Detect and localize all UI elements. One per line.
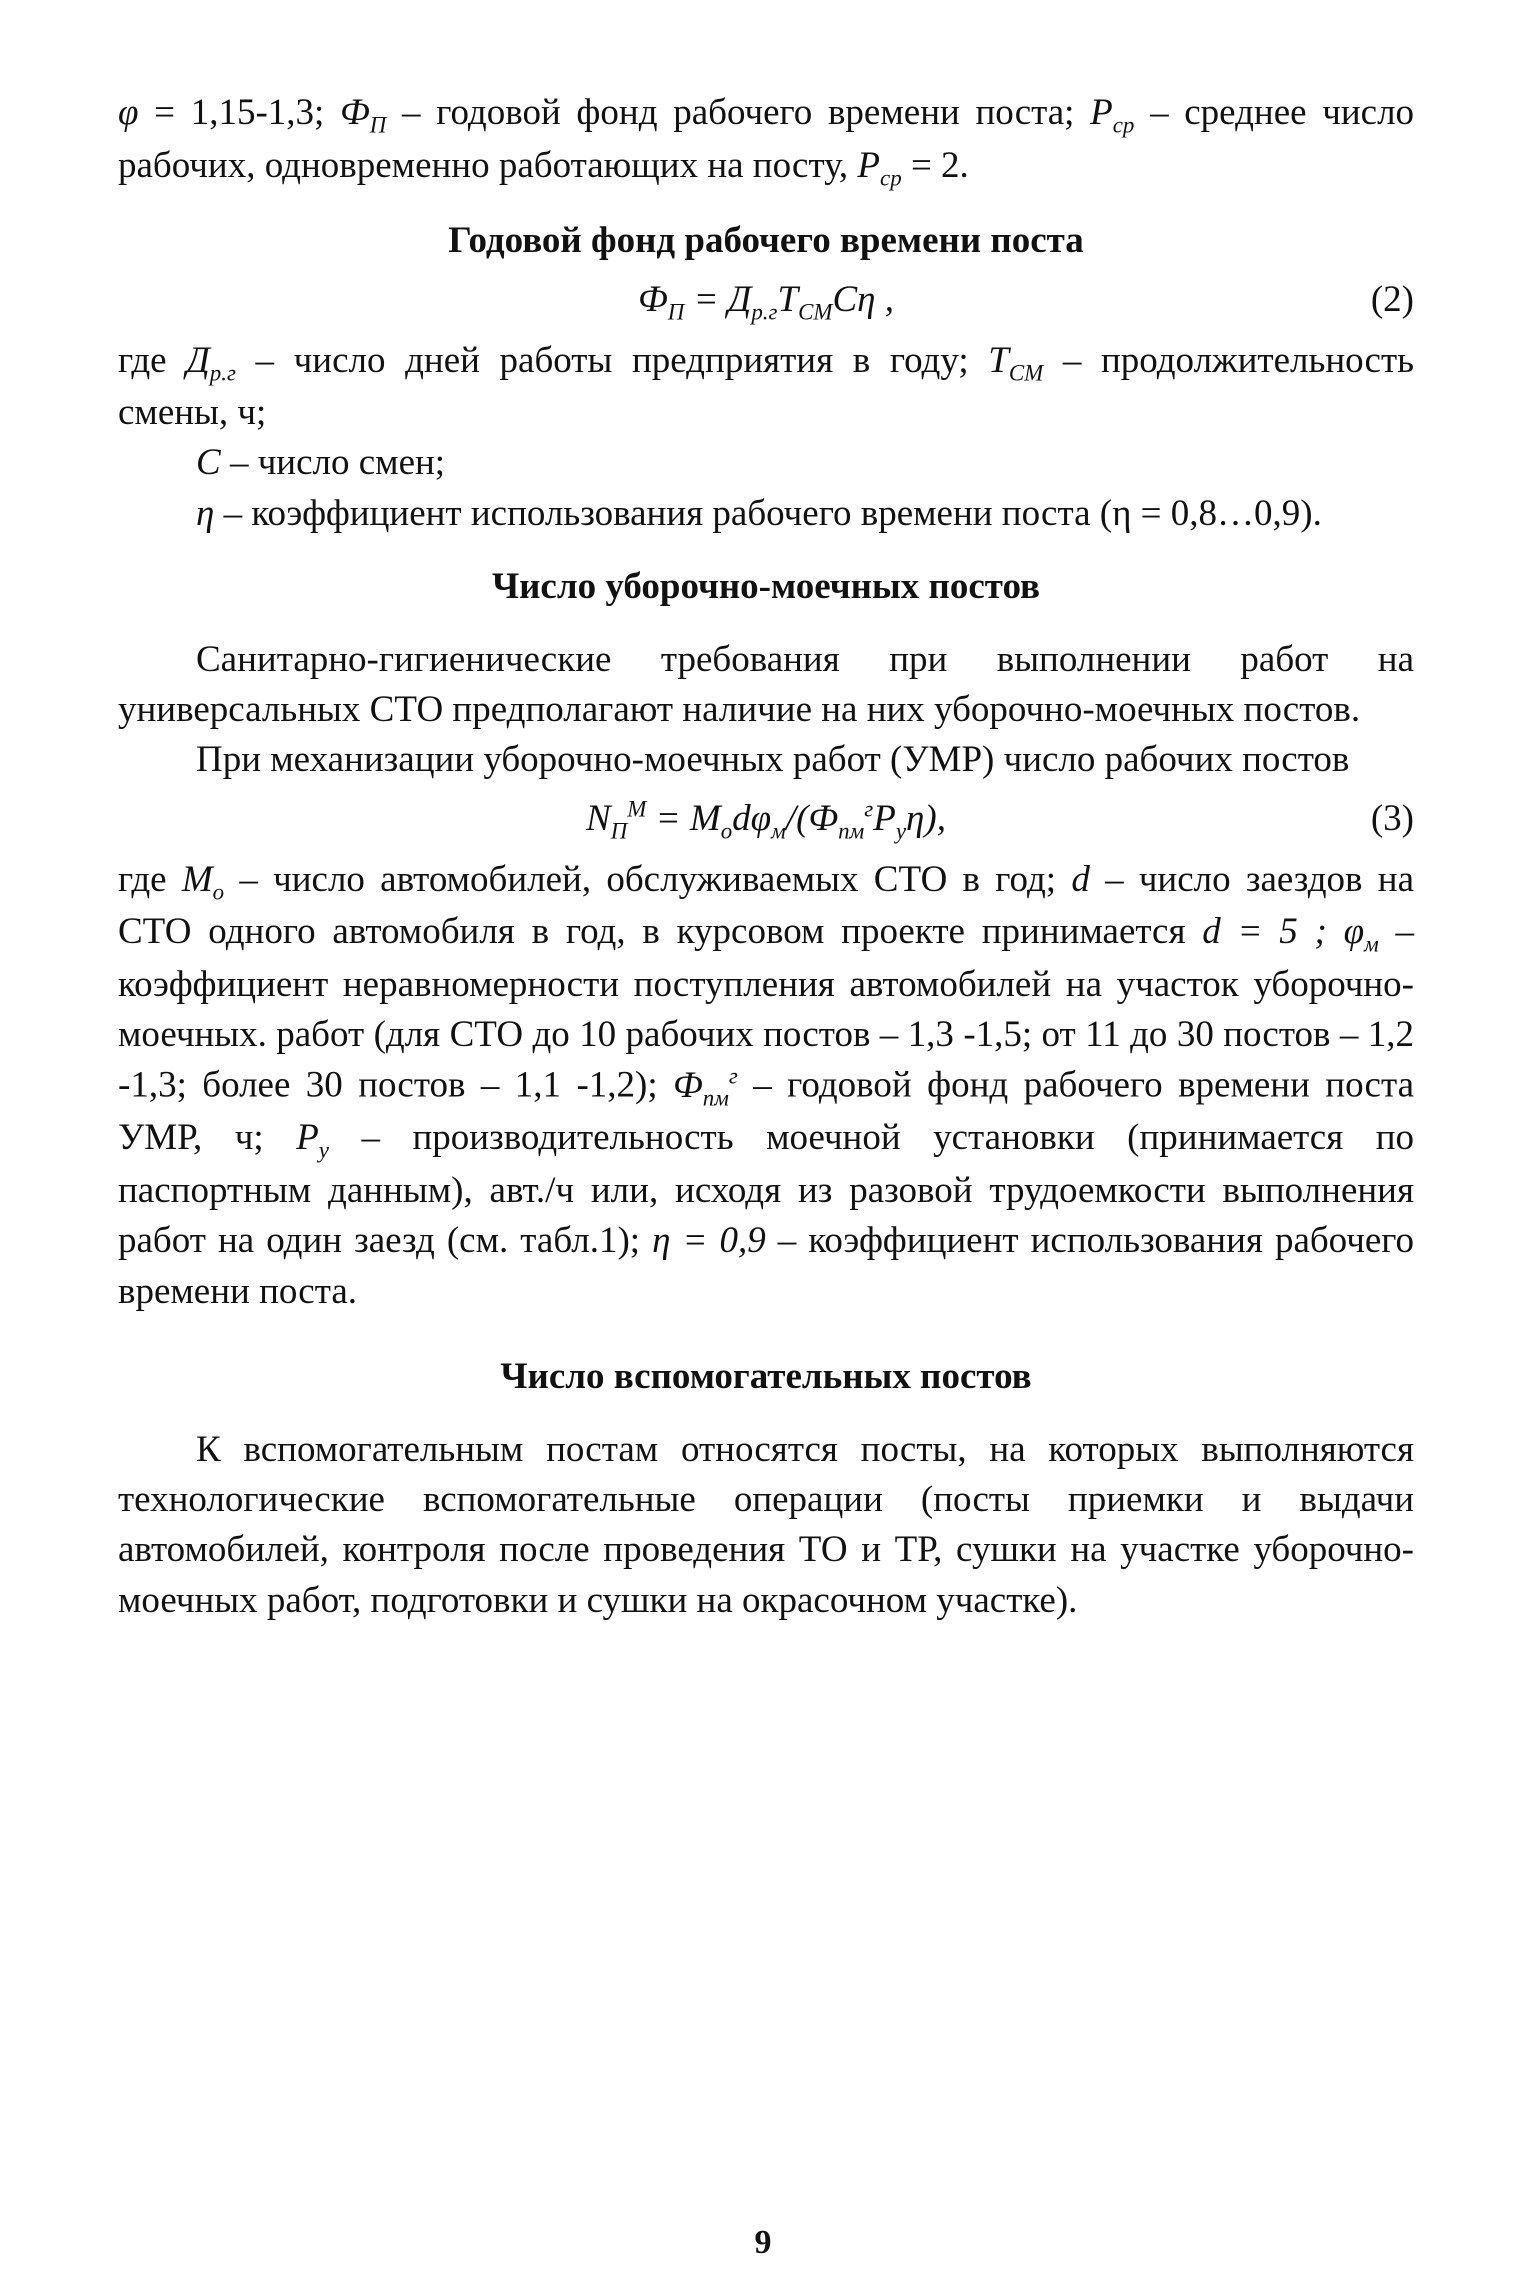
paragraph-auxiliary: К вспомогательным постам относятся посты, на которых выполняются технологические вспомогательные операции (посты приемки и выдачи автомобилей, контроля после проведения ТО и ТР, сушки на участке уборочно-моечных работ, подготовки и сушки на окрасочном участке). bbox=[118, 1428, 1414, 1621]
page-number: 9 bbox=[754, 2224, 772, 2261]
section-heading-washing-posts: Число уборочно-моечных постов bbox=[491, 566, 1041, 608]
intro-paragraph: φ = 1,15-1,3; $Ф_П$ – годовой фонд рабочего времени поста; $Р_{ср}$ – среднее число рабочих, одновременно работающих на посту, $Р_{ср} = 2$. bbox=[118, 92, 1415, 190]
paragraph-mechanization: При механизации уборочно-моечных работ (УМР) число рабочих постов bbox=[196, 739, 1350, 781]
where-paragraph-2: где $Д_{р.г}$ – число дней работы предприятия в году; $Т_{СМ}$ – продолжительность смены, ч; bbox=[118, 339, 1415, 434]
formula-number: (2) bbox=[1370, 278, 1414, 320]
eta-line: η – коэффициент использования рабочего времени поста (η = 0,8…0,9). bbox=[196, 492, 1322, 534]
section-heading-auxiliary-posts: Число вспомогательных постов bbox=[500, 1355, 1032, 1397]
formula-3: $N_П^М = М_оd\varphi_м/(Ф_{пм}^гР_у\eta)$, (3) bbox=[118, 794, 1414, 847]
formula-2: $Ф_П = Д_{р.г}Т_{СМ}С\eta$ , (2) bbox=[118, 275, 1414, 328]
shift-count-line: С – число смен; bbox=[196, 442, 446, 484]
where-paragraph-3: где $М_о$ – число автомобилей, обслуживаемых СТО в год; d – число заездов на СТО одного автомобиля в год, в курсовом проекте принимается d = 5 ; $\varphi_м$ – коэффициент неравномерности поступления автомобилей на участок уборочно-моечных. работ (для СТО до 10 рабочих постов – 1,3 -1,5; от 11 до 30 постов – 1,2 -1,3; более 30 постов – 1,1 -1,2); $Ф_{пм}^г$ – годовой фонд рабочего времени поста УМР, ч; $Р_у$ – производительность моечной установки (принимается по паспортным данным), авт./ч или, исходя из разовой трудоемкости выполнения работ на один заезд (см. табл.1); η = 0,9 – коэффициент использования рабочего времени поста. bbox=[118, 858, 1415, 1312]
formula-number: (3) bbox=[1370, 797, 1414, 839]
paragraph-sanitary: Санитарно-гигиенические требования при выполнении работ на универсальных СТО предполагают наличие на них уборочно-моечных постов. bbox=[118, 638, 1414, 731]
section-heading-annual-fund: Годовой фонд рабочего времени поста bbox=[448, 220, 1084, 262]
